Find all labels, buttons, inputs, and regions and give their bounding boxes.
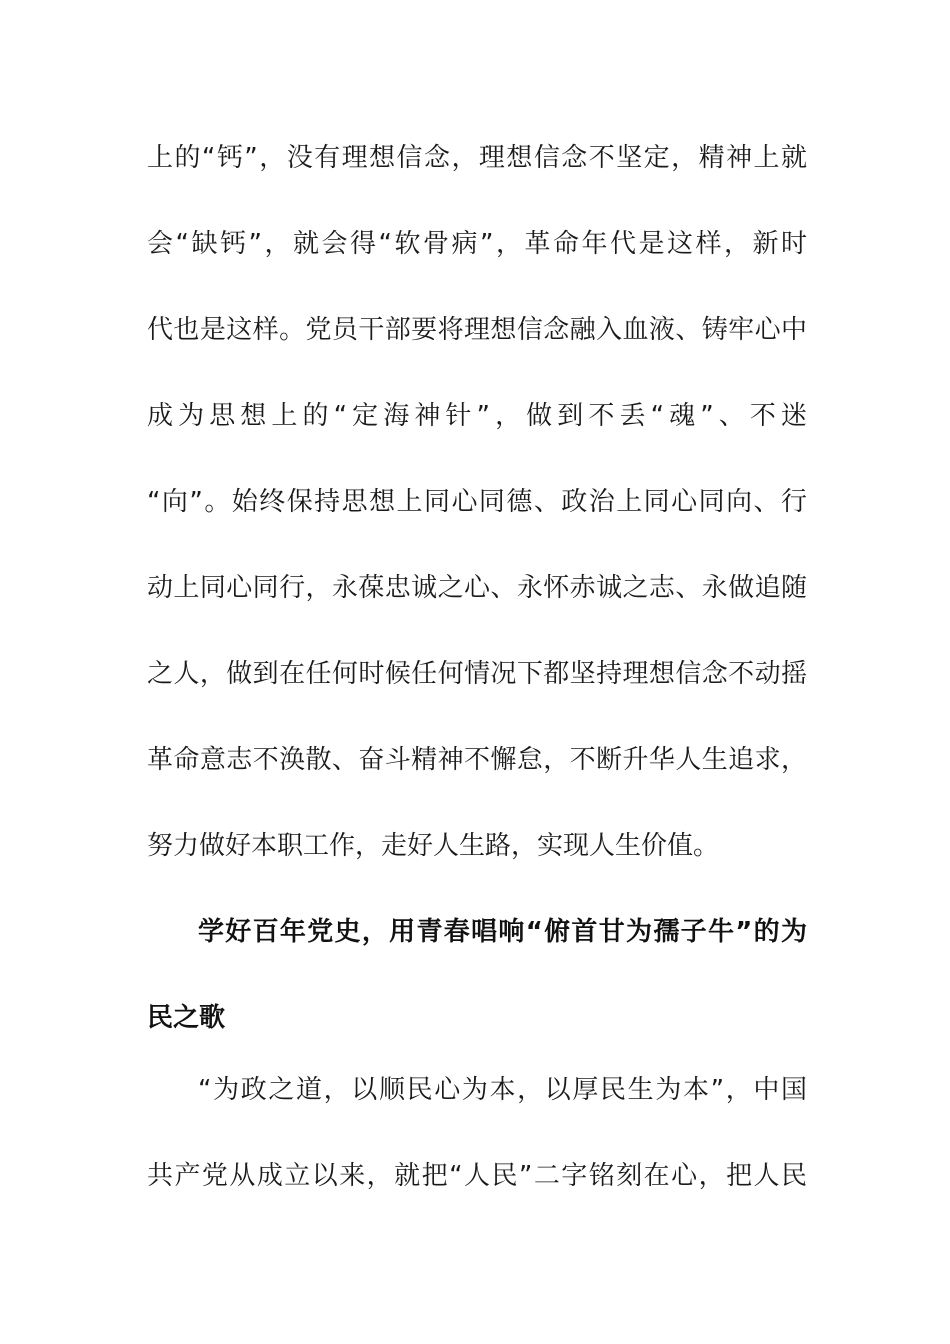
section-heading-line: 学好百年党史，用青春唱响“俯首甘为孺子牛”的为	[198, 917, 807, 947]
body-text-line: 之人，做到在任何时候任何情况下都坚持理想信念不动摇	[147, 659, 807, 689]
body-text-line: 革命意志不涣散、奋斗精神不懈怠，不断升华人生追求，	[147, 745, 807, 775]
body-text-line: “为政之道，以顺民心为本，以厚民生为本”，中国	[198, 1075, 807, 1105]
body-text-line: 代也是这样。党员干部要将理想信念融入血液、铸牢心中	[147, 315, 807, 345]
section-heading-line: 民之歌	[147, 1003, 226, 1033]
body-text-line: “向”。始终保持思想上同心同德、政治上同心同向、行	[147, 487, 807, 517]
body-text-line: 成为思想上的“定海神针”，做到不丢“魂”、不迷	[147, 401, 807, 431]
body-text-line: 会“缺钙”，就会得“软骨病”，革命年代是这样，新时	[147, 229, 807, 259]
body-text-line: 共产党从成立以来，就把“人民”二字铭刻在心，把人民	[147, 1161, 807, 1191]
body-text-line: 上的“钙”，没有理想信念，理想信念不坚定，精神上就	[147, 143, 807, 173]
body-text-line: 动上同心同行，永葆忠诚之心、永怀赤诚之志、永做追随	[147, 573, 807, 603]
body-text-line: 努力做好本职工作，走好人生路，实现人生价值。	[147, 831, 720, 861]
